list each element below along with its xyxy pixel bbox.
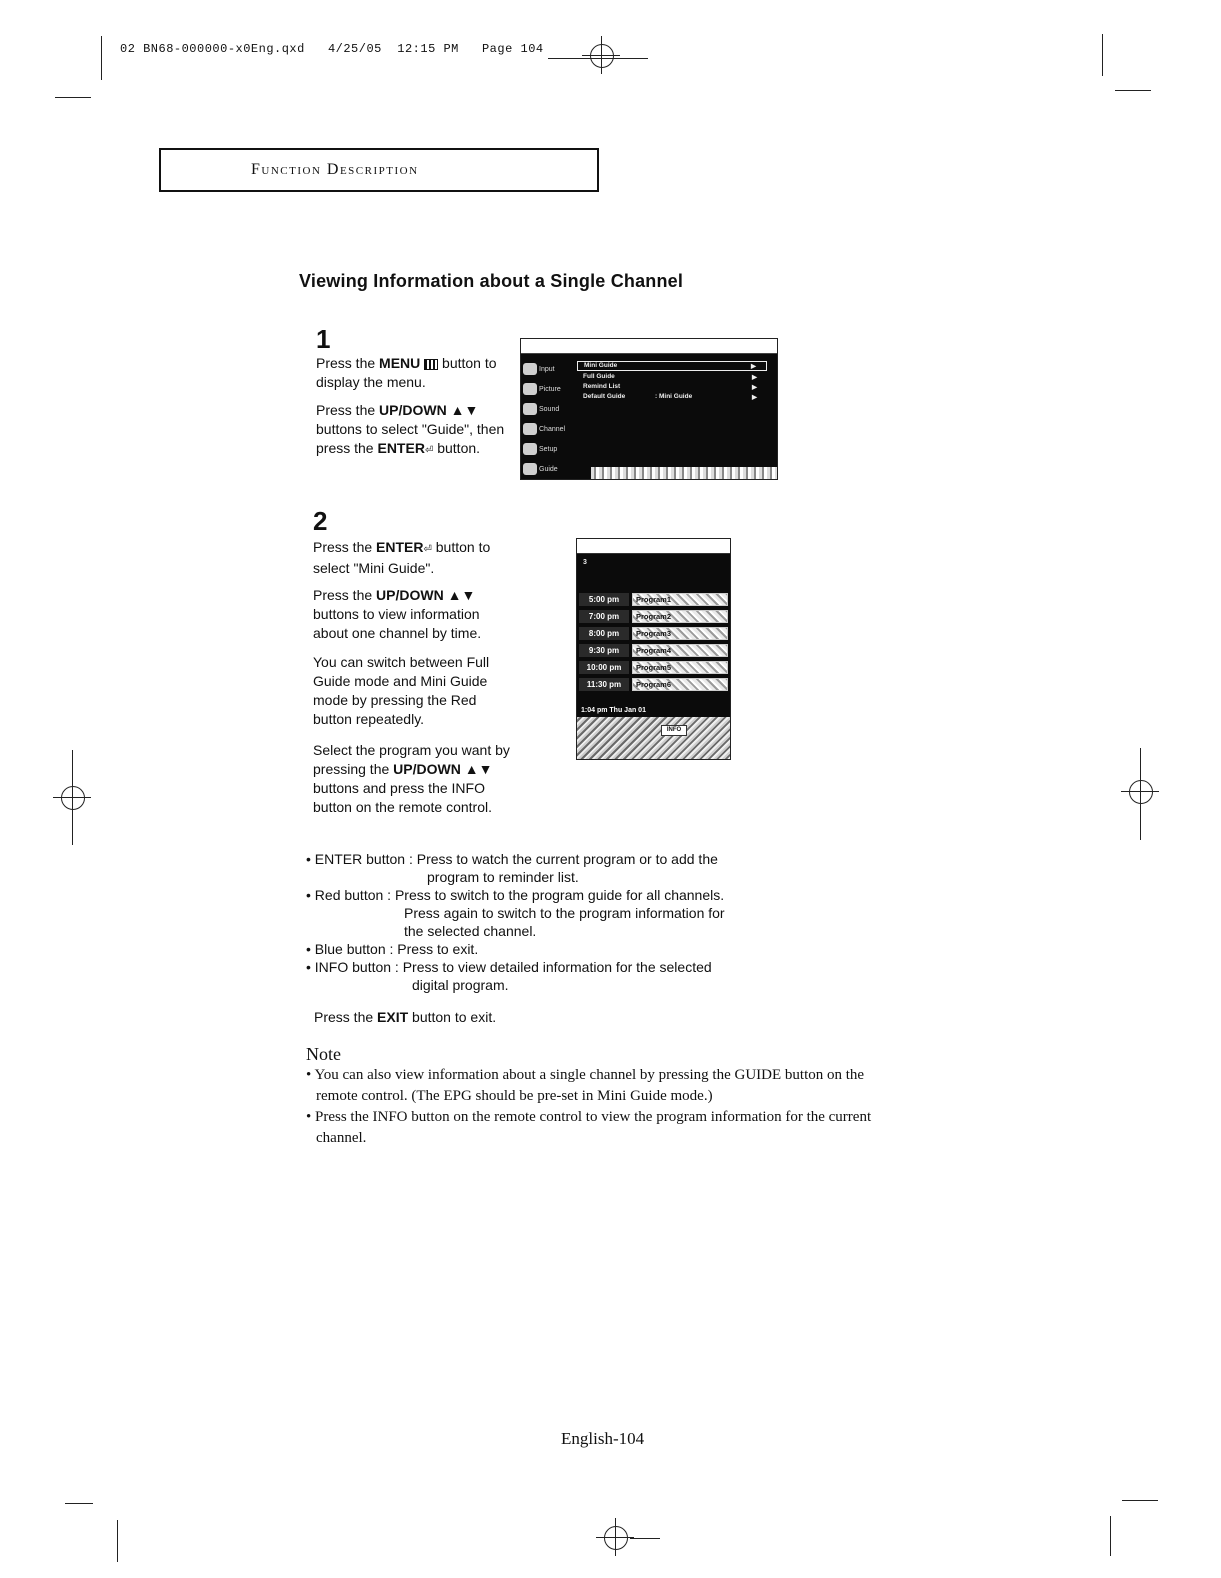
bullet-red-cont: [306, 922, 806, 940]
step-2-text-4-pre: Select the program you want by pressing the: [313, 742, 510, 777]
tv-menu-row-default-guide: [577, 393, 767, 403]
crop-mark: [1110, 1516, 1111, 1556]
enter-icon: ⏎: [423, 544, 432, 555]
exit-post: button to exit.: [408, 1009, 497, 1025]
tv-menu-side-label: Input: [539, 365, 555, 373]
registration-mark-right: [1121, 772, 1161, 812]
tv-guide-slot: [579, 626, 730, 641]
step-2-text-2-post: buttons to view information about one channel by time.: [313, 606, 482, 641]
tv-menu-side-picture: [523, 383, 561, 395]
enter-key-label: ENTER: [376, 539, 424, 555]
arrow-right-icon: ▶: [752, 394, 757, 401]
tv-menu-row-mini-guide: [577, 361, 767, 371]
slug-date: 4/25/05: [327, 42, 382, 56]
updown-key-label: UP/DOWN ▲▼: [393, 761, 493, 777]
tv-menu-side-label: Picture: [539, 385, 561, 393]
picture-icon: [523, 383, 537, 395]
note-line: channel.: [316, 1130, 367, 1146]
tv-guide-channel: 3: [583, 559, 587, 566]
tv-guide-slot: [579, 609, 730, 624]
bullet-enter: [306, 850, 806, 868]
step-1-text-2: [316, 401, 511, 460]
bullet-cont: program to reminder list.: [427, 869, 579, 885]
menu-icon: [424, 359, 438, 370]
tv-menu-side-label: Setup: [539, 445, 558, 453]
tv-guide-info-badge: INFO: [661, 725, 687, 736]
tv-guide-topbar: [577, 539, 730, 554]
tv-guide-time: 8:00 pm: [579, 627, 629, 640]
tv-menu-side-input: [523, 363, 555, 375]
input-icon: [523, 363, 537, 375]
crop-mark: [117, 1520, 118, 1562]
tv-menu-side-sound: [523, 403, 559, 415]
note-line: • Press the INFO button on the remote control to view the program information for the current: [306, 1109, 872, 1125]
slug-line: [120, 42, 544, 56]
crop-mark: [65, 1503, 93, 1504]
slug-page-number: 104: [520, 42, 544, 56]
page-number: English-104: [561, 1429, 645, 1448]
tv-guide-program: Program3: [632, 627, 728, 640]
step-1-text-2-pre: Press the: [316, 402, 380, 418]
arrow-right-icon: ▶: [751, 363, 756, 370]
enter-key-label: ENTER: [377, 440, 425, 456]
tv-guide-datetime: 1:04 pm Thu Jan 01: [581, 707, 646, 714]
crop-mark: [630, 1538, 660, 1539]
crop-mark: [1122, 1500, 1158, 1501]
tv-menu-side-guide: [523, 463, 558, 475]
step-2-text-1-post: button to select "Mini Guide".: [313, 539, 491, 576]
tv-menu-side-channel: [523, 423, 565, 435]
tv-guide-program: Program5: [632, 661, 728, 674]
tv-guide-time: 5:00 pm: [579, 593, 629, 606]
section-header-box: [159, 148, 599, 192]
bullet-cont: digital program.: [412, 977, 509, 993]
tv-menu-topbar: [521, 339, 777, 354]
note-line: remote control. (The EPG should be pre-set in Mini Guide mode.): [316, 1088, 713, 1104]
tv-menu-bottom-bar: [591, 467, 778, 479]
tv-guide-slot: [579, 643, 730, 658]
bullet-enter-cont: [306, 868, 806, 886]
tv-menu-row-remind-list: [577, 383, 767, 393]
registration-mark-top: [582, 36, 622, 76]
menu-key-label: MENU: [379, 355, 421, 371]
button-list: [306, 850, 806, 994]
bullet-info-cont: [306, 976, 806, 994]
exit-instruction: [314, 1008, 496, 1027]
section-header-title: Function Description: [251, 161, 419, 178]
bullet-cont: the selected channel.: [404, 923, 537, 939]
tv-menu-side-label: Sound: [539, 405, 560, 413]
tv-guide-time: 7:00 pm: [579, 610, 629, 623]
enter-icon: ⏎: [424, 445, 434, 456]
crop-mark: [55, 97, 91, 98]
bullet-text: Press to switch to the program guide for all channels.: [394, 887, 725, 903]
tv-menu-side-label: Guide: [539, 465, 558, 473]
step-2-text-1: [313, 538, 518, 578]
step-2-text-2: [313, 586, 513, 643]
step-2-text-4-post: buttons and press the INFO button on the remote control.: [313, 780, 492, 815]
updown-key-label: UP/DOWN ▲▼: [376, 587, 476, 603]
exit-key-label: EXIT: [377, 1009, 409, 1025]
tv-mini-guide-screenshot: [576, 538, 731, 760]
tv-guide-program: Program1: [632, 593, 728, 606]
bullet-blue: [306, 940, 806, 958]
arrow-right-icon: ▶: [752, 374, 757, 381]
tv-guide-slot: [579, 660, 730, 675]
tv-menu-sidebar: [521, 353, 573, 473]
bullet-info: [306, 958, 806, 976]
tv-menu-row-label: Mini Guide: [584, 362, 618, 369]
arrow-right-icon: ▶: [752, 384, 757, 391]
updown-key-label: UP/DOWN ▲▼: [379, 402, 479, 418]
bullet-text: Press to view detailed information for the selected: [402, 959, 712, 975]
step-1-text-2-mid: buttons to select "Guide", then press the: [316, 421, 505, 456]
step-1-text-1-pre: Press the: [316, 355, 380, 371]
sound-icon: [523, 403, 537, 415]
bullet-lead: • Red button :: [306, 887, 395, 903]
tv-guide-program: Program6: [632, 678, 728, 691]
step-1-text-2-post: button.: [433, 440, 481, 456]
page-heading: Viewing Information about a Single Channel: [299, 271, 684, 291]
slug-filename: 02 BN68-000000-x0Eng.qxd: [120, 42, 305, 56]
guide-icon: [523, 463, 537, 475]
step-2-text-1-pre: Press the: [313, 539, 377, 555]
bullet-text: Press to watch the current program or to add the: [416, 851, 718, 867]
step-2-text-4: [313, 741, 518, 817]
tv-guide-time: 9:30 pm: [579, 644, 629, 657]
tv-guide-slot: [579, 592, 730, 607]
crop-mark: [1102, 34, 1103, 76]
tv-menu-row-full-guide: [577, 373, 767, 383]
bullet-red: [306, 886, 806, 904]
step-1-text-1: [316, 354, 511, 392]
crop-mark: [101, 36, 102, 80]
tv-menu-row-label: Remind List: [583, 383, 621, 390]
bullet-cont: Press again to switch to the program information for: [404, 905, 725, 921]
tv-guide-bottom-bar: [577, 717, 730, 760]
bullet-lead: • Blue button :: [306, 941, 398, 957]
tv-menu-row-label: Default Guide: [583, 393, 626, 400]
tv-menu-side-setup: [523, 443, 557, 455]
note-body: [306, 1065, 986, 1149]
tv-guide-program: Program4: [632, 644, 728, 657]
exit-pre: Press the: [314, 1009, 378, 1025]
tv-guide-time: 11:30 pm: [579, 678, 629, 691]
step-2-text-3: You can switch between Full Guide mode and Mini Guide mode by pressing the Red button repeatedly.: [313, 654, 490, 727]
tv-menu-side-label: Channel: [539, 425, 566, 433]
step-2-number: 2: [313, 506, 328, 536]
tv-menu-row-label: Full Guide: [583, 373, 615, 380]
tv-guide-slot: [579, 677, 730, 692]
registration-mark-left: [53, 778, 93, 818]
tv-guide-program: Program2: [632, 610, 728, 623]
tv-guide-time: 10:00 pm: [579, 661, 629, 674]
setup-icon: [523, 443, 537, 455]
channel-icon: [523, 423, 537, 435]
crop-mark: [548, 58, 648, 59]
bullet-lead: • INFO button :: [306, 959, 403, 975]
note-line: • You can also view information about a single channel by pressing the GUIDE button on the: [306, 1067, 865, 1083]
step-1-text-1-post: button to display the menu.: [316, 355, 497, 390]
note-title: Note: [306, 1044, 341, 1064]
crop-mark: [1115, 90, 1151, 91]
slug-time: 12:15 PM: [397, 42, 459, 56]
slug-page-label: Page: [481, 42, 513, 56]
tv-menu-row-value: : Mini Guide: [655, 393, 693, 400]
bullet-red-cont: [306, 904, 806, 922]
step-1-number: 1: [316, 324, 331, 354]
tv-menu-screenshot: [520, 338, 778, 480]
bullet-lead: • ENTER button :: [306, 851, 417, 867]
bullet-text: Press to exit.: [397, 941, 479, 957]
step-2-text-2-pre: Press the: [313, 587, 377, 603]
